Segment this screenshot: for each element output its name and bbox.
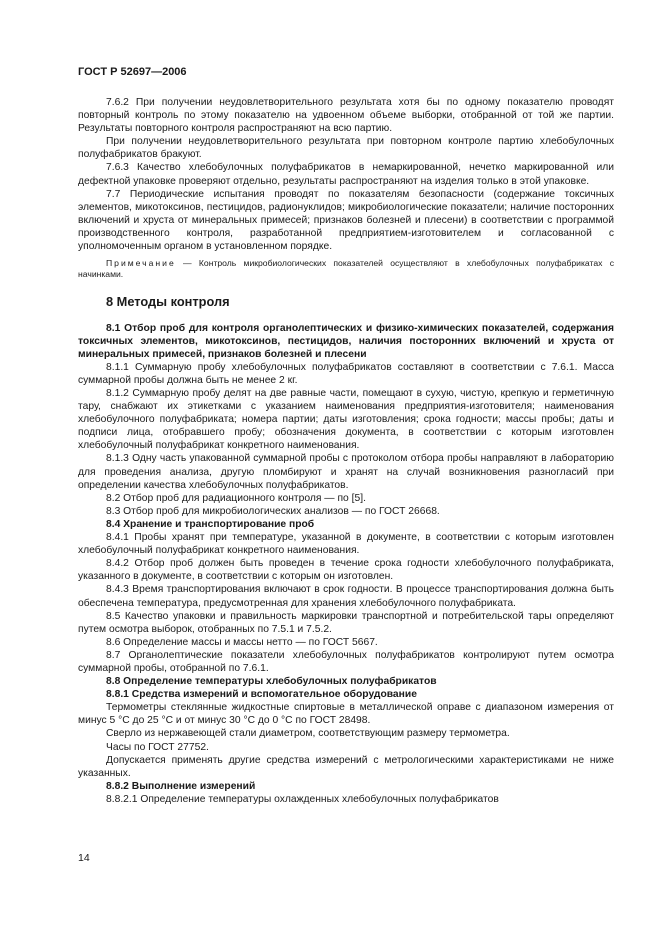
paragraph: 8.8.2.1 Определение температуры охлажденных хлебобулочных полуфабрикатов [106,793,499,805]
paragraph: 8.5 Качество упаковки и правильность маркировки транспортной и потребительской тары определяют путем осмотра выборок, отобранных по 7.5.1 и 7.5.2. [78,610,614,635]
paragraph: Часы по ГОСТ 27752. [106,741,209,753]
paragraph: Допускается применять другие средства измерений с метрологическими характеристиками не ниже указанных. [78,754,614,779]
section-title: 8 Методы контроля [106,293,230,309]
paragraph: Сверло из нержавеющей стали диаметром, соответствующим размеру термометра. [106,728,510,740]
note [78,258,614,280]
paragraph: Термометры стеклянные жидкостные спиртовые в металлической оправе с диапазоном измерения от минус 5 °С до 25 °С и от минус 30 °С до 0 °С по ГОСТ 28498. [78,702,614,727]
paragraph: 8.1.1 Суммарную пробу хлебобулочных полуфабрикатов составляют в соответствии с 7.6.1. Масса суммарной пробы должна быть не менее 2 кг. [78,361,614,386]
paragraph: 8.2 Отбор проб для радиационного контроля — по [5]. [106,492,366,504]
subsection-heading: 8.8.1 Средства измерений и вспомогательное оборудование [106,689,417,701]
paragraph: 8.4.2 Отбор проб должен быть проведен в течение срока годности хлебобулочного полуфабриката, указанного в документе, в соответствии с которым он изготовлен. [78,558,614,583]
paragraph: 8.1.3 Одну часть упакованной суммарной пробы с протоколом отбора пробы направляют в лабораторию для проведения анализа, другую пломбируют и хранят на случай возникновения разногласий при определении качества хлебобулочных полуфабрикатов. [78,453,614,491]
paragraph: 8.4.1 Пробы хранят при температуре, указанной в документе, в соответствии с которым изготовлен хлебобулочный полуфабрикат конкретного наименования. [78,532,614,557]
subsection-heading: 8.8.2 Выполнение измерений [106,780,256,792]
paragraph: 7.6.3 Качество хлебобулочных полуфабрикатов в немаркированной, нечетко маркированной или дефектной упаковке проверяют отдельно, результаты распространяют на изделия только в этой упаковке. [78,162,614,187]
paragraph: 8.4.3 Время транспортирования включают в срок годности. В процессе транспортирования должна быть обеспечена температура, предусмотренная для хранения хлебобулочного полуфабриката. [78,584,614,609]
page-number: 14 [78,852,90,864]
paragraph: 7.7 Периодические испытания проводят по показателям безопасности (содержание токсичных элементов, микотоксинов, пестицидов, радионуклидов; микробиологические показатели; наличие посторонних включений и хруста от минеральных примесей; признаков болезней и плесени) в соответствии с программой производственного контроля, разработанной предприятием-изготовителем и согласованной с уполномоченным органом в установленном порядке. [78,188,614,253]
paragraph: 8.6 Определение массы и массы нетто — по ГОСТ 5667. [106,636,378,648]
paragraph: 7.6.2 При получении неудовлетворительного результата хотя бы по одному показателю проводят повторный контроль по этому показателю на удвоенном объеме выборки, отобранной от той же партии. Результаты повторного контроля распространяют на всю партию. [78,97,614,135]
note-label: Примечание [106,258,176,269]
paragraph: 8.7 Органолептические показатели хлебобулочных полуфабрикатов контролируют путем осмотра суммарной пробы, отобранной по 7.6.1. [78,649,614,674]
subsection-heading: 8.4 Хранение и транспортирование проб [106,518,315,530]
paragraph: 8.1.2 Суммарную пробу делят на две равные части, помещают в сухую, чистую, крепкую и герметичную тару, снабжают их этикетками с указанием наименования предприятия-изготовителя; наименования хлебобулочного полуфабриката; номера партии; даты изготовления; срока годности; массы пробы; даты и подписи лица, отобравшего пробу; обозначения документа, в соответствии с которым изготовлен хлебобулочный полуфабрикат конкретного наименования. [78,388,614,452]
paragraph: При получении неудовлетворительного результата при повторном контроле партию хлебобулочных полуфабрикатов бракуют. [78,136,614,161]
section-body [78,322,614,806]
paragraph: 8.3 Отбор проб для микробиологических анализов — по ГОСТ 26668. [106,505,440,517]
subsection-heading: 8.1 Отбор проб для контроля органолептических и физико-химических показателей, содержания токсичных элементов, микотоксинов, пестицидов, наличия посторонних включений и хруста от минеральных примесей, признаков болезней и плесени [78,322,614,360]
document-header: ГОСТ Р 52697—2006 [78,66,187,78]
subsection-heading: 8.8 Определение температуры хлебобулочных полуфабрикатов [106,676,437,688]
top-paragraphs [78,96,614,253]
document-page [78,66,614,806]
note-text: — Контроль микробиологических показателей осуществляют в хлебобулочных полуфабрикатах с начинками. [78,258,615,280]
